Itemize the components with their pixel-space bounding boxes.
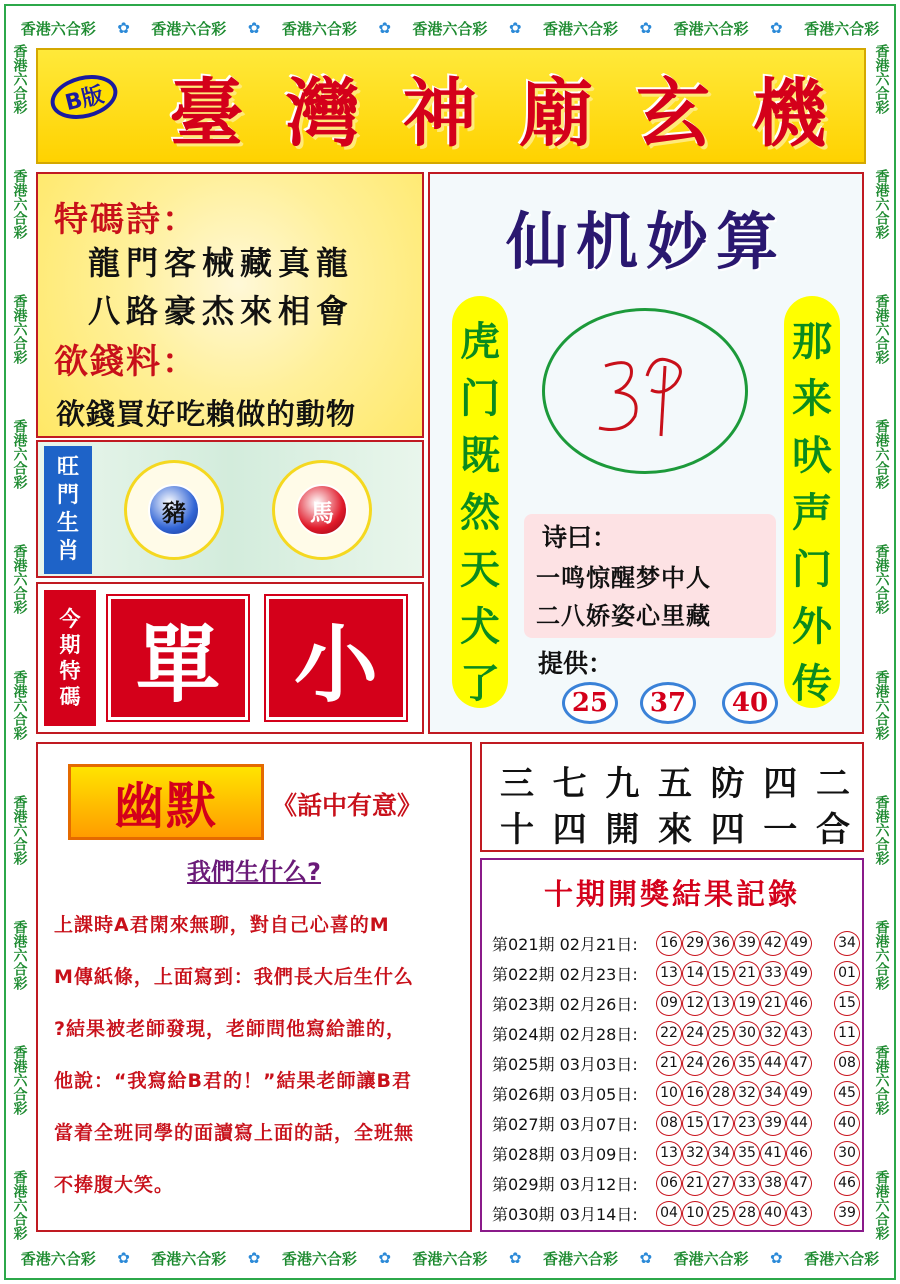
results-label: 第025期 03月03日: — [492, 1054, 638, 1074]
banner-text: 香港六合彩 — [11, 169, 28, 240]
special-ball: 15 — [834, 991, 860, 1016]
results-label: 第029期 03月12日: — [492, 1174, 638, 1194]
banner-text: 香港六合彩 — [873, 1044, 890, 1115]
poem-line: 龍門客械藏真龍 — [88, 244, 355, 282]
verse-char: 门 — [792, 546, 832, 593]
code-char: 十 — [500, 810, 534, 850]
results-row — [492, 960, 862, 986]
result-ball: 06 — [656, 1171, 682, 1196]
banner-top — [10, 14, 890, 42]
verse-char: 外 — [792, 603, 832, 650]
tag-char: 特 — [59, 658, 81, 683]
banner-text: 香港六合彩 — [11, 294, 28, 365]
humor-line: 當着全班同學的面讀寫上面的話，全班無 — [54, 1122, 415, 1144]
verse-char: 然 — [460, 489, 500, 536]
results-label: 第023期 02月26日: — [492, 994, 638, 1014]
banner-right — [868, 44, 894, 1240]
result-ball: 08 — [656, 1111, 682, 1136]
right-verse-pill — [784, 296, 840, 708]
flower-icon: ✿ — [117, 1249, 130, 1267]
banner-text: 香港六合彩 — [11, 1169, 28, 1240]
title-char: 機 — [752, 71, 827, 157]
result-ball: 39 — [760, 1111, 786, 1136]
code-char: 一 — [763, 810, 798, 850]
poem-panel — [36, 172, 424, 438]
special-code-panel — [36, 582, 424, 734]
results-label: 第028期 03月09日: — [492, 1144, 638, 1164]
results-panel — [480, 858, 864, 1232]
zodiac-tag — [44, 446, 92, 574]
results-row — [492, 1080, 862, 1106]
provide-label: 提供： — [538, 649, 614, 678]
poem-line: 八路豪杰來相會 — [88, 292, 355, 330]
result-ball: 33 — [734, 1171, 760, 1196]
code-char: 三 — [500, 764, 534, 804]
humor-title: 我們生什么? — [187, 858, 321, 886]
result-ball: 16 — [682, 1081, 708, 1106]
result-ball: 49 — [786, 1081, 812, 1106]
result-ball: 47 — [786, 1171, 812, 1196]
money-line: 欲錢買好吃賴做的動物 — [56, 397, 357, 431]
result-ball: 19 — [734, 991, 760, 1016]
results-row — [492, 1140, 862, 1166]
special-ball: 39 — [834, 1201, 860, 1226]
results-label: 第030期 03月14日: — [492, 1204, 638, 1224]
tag-char: 期 — [59, 632, 81, 657]
result-ball: 24 — [682, 1021, 708, 1046]
tag-char: 旺 — [56, 455, 79, 480]
humor-logo: 幽默 — [68, 764, 264, 840]
special-ball: 01 — [834, 961, 860, 986]
result-ball: 33 — [760, 961, 786, 986]
result-ball: 21 — [760, 991, 786, 1016]
results-label: 第021期 02月21日: — [492, 934, 638, 954]
banner-text: 香港六合彩 — [873, 294, 890, 365]
page-title — [148, 60, 848, 156]
pig-icon — [124, 460, 224, 560]
verse-line: 二八娇姿心里藏 — [536, 602, 711, 630]
banner-text: 香港六合彩 — [873, 1169, 890, 1240]
result-ball: 34 — [708, 1141, 734, 1166]
banner-text: 香港六合彩 — [11, 794, 28, 865]
humor-line: M傳紙條，上面寫到：我們長大后生什么 — [54, 966, 414, 988]
banner-text: 香港六合彩 — [151, 1249, 227, 1268]
verse-box — [524, 514, 776, 638]
banner-text: 香港六合彩 — [804, 1249, 880, 1268]
flower-icon: ✿ — [639, 19, 653, 37]
special-ball: 46 — [834, 1171, 860, 1196]
banner-text: 香港六合彩 — [281, 1249, 357, 1268]
result-ball: 38 — [760, 1171, 786, 1196]
results-label: 第022期 02月23日: — [492, 964, 638, 984]
code-line — [500, 802, 850, 851]
code-char: 開 — [605, 810, 640, 850]
tag-char: 碼 — [59, 684, 81, 709]
banner-left — [6, 44, 32, 1240]
title-char: 灣 — [285, 71, 360, 157]
number-badge: 37 — [640, 682, 696, 724]
flower-icon: ✿ — [378, 1249, 391, 1267]
result-ball: 44 — [760, 1051, 786, 1076]
special-tag — [44, 590, 96, 726]
banner-text: 香港六合彩 — [873, 919, 890, 990]
verse-char: 犬 — [460, 603, 500, 650]
code-line — [500, 756, 850, 805]
banner-text: 香港六合彩 — [542, 1249, 618, 1268]
result-ball: 24 — [682, 1051, 708, 1076]
result-ball: 43 — [786, 1021, 812, 1046]
result-ball: 32 — [682, 1141, 708, 1166]
results-label: 第027期 03月07日: — [492, 1114, 638, 1134]
results-title: 十期開獎結果記錄 — [543, 877, 800, 911]
result-ball: 25 — [708, 1201, 734, 1226]
result-ball: 21 — [682, 1171, 708, 1196]
result-ball: 13 — [656, 1141, 682, 1166]
result-ball: 36 — [708, 931, 734, 956]
title-char: 神 — [402, 71, 477, 157]
money-heading: 欲錢料： — [54, 342, 198, 382]
banner-text: 香港六合彩 — [11, 544, 28, 615]
result-ball: 10 — [682, 1201, 708, 1226]
zodiac-ball: 豬 — [148, 484, 200, 536]
mystery-circle — [542, 308, 748, 474]
edition-badge: B版 — [46, 68, 122, 125]
code-char: 二 — [815, 764, 850, 804]
result-ball: 32 — [734, 1081, 760, 1106]
banner-text: 香港六合彩 — [281, 19, 357, 38]
number-badge: 40 — [722, 682, 778, 724]
result-ball: 35 — [734, 1051, 760, 1076]
result-ball: 28 — [708, 1081, 734, 1106]
special-ball: 45 — [834, 1081, 860, 1106]
result-ball: 22 — [656, 1021, 682, 1046]
result-ball: 16 — [656, 931, 682, 956]
code-char: 四 — [552, 810, 587, 850]
code-char: 五 — [657, 764, 692, 804]
banner-text: 香港六合彩 — [20, 1249, 96, 1268]
verse-char: 既 — [460, 432, 500, 479]
banner-text: 香港六合彩 — [873, 44, 890, 114]
banner-text: 香港六合彩 — [11, 669, 28, 740]
banner-text: 香港六合彩 — [11, 419, 28, 490]
code-panel — [480, 742, 864, 852]
result-ball: 15 — [708, 961, 734, 986]
flower-icon: ✿ — [639, 1249, 653, 1267]
results-label: 第026期 03月05日: — [492, 1084, 638, 1104]
result-ball: 17 — [708, 1111, 734, 1136]
small-tile: 小 — [266, 596, 406, 720]
code-char: 四 — [763, 764, 798, 804]
humor-line: 上課時A君閑來無聊，對自己心喜的M — [54, 914, 390, 936]
result-ball: 09 — [656, 991, 682, 1016]
left-verse-pill — [452, 296, 508, 708]
special-ball: 34 — [834, 931, 860, 956]
result-ball: 42 — [760, 931, 786, 956]
code-char: 四 — [710, 810, 745, 850]
humor-subtitle: 《話中有意》 — [272, 791, 423, 820]
result-ball: 21 — [656, 1051, 682, 1076]
flower-icon: ✿ — [508, 1249, 522, 1267]
code-char: 合 — [815, 810, 850, 850]
code-char: 九 — [605, 764, 640, 804]
result-ball: 46 — [786, 991, 812, 1016]
special-ball: 11 — [834, 1021, 860, 1046]
humor-line: 不捧腹大笑。 — [54, 1174, 175, 1196]
results-row — [492, 930, 862, 956]
xianji-panel — [428, 172, 864, 734]
title-char: 臺 — [169, 71, 244, 157]
banner-bottom — [10, 1244, 890, 1272]
banner-text: 香港六合彩 — [151, 19, 227, 38]
zodiac-ball: 馬 — [296, 484, 348, 536]
result-ball: 49 — [786, 931, 812, 956]
result-ball: 13 — [656, 961, 682, 986]
special-ball: 40 — [834, 1111, 860, 1136]
flower-icon: ✿ — [117, 19, 130, 37]
humor-line: ?結果被老師發現，老師問他寫給誰的， — [54, 1018, 407, 1040]
result-ball: 15 — [682, 1111, 708, 1136]
banner-text: 香港六合彩 — [873, 169, 890, 240]
result-ball: 28 — [734, 1201, 760, 1226]
result-ball: 12 — [682, 991, 708, 1016]
title-char: 廟 — [519, 71, 594, 157]
verse-char: 传 — [792, 660, 832, 707]
banner-text: 香港六合彩 — [873, 544, 890, 615]
banner-text: 香港六合彩 — [20, 19, 96, 38]
banner-text: 香港六合彩 — [412, 19, 488, 38]
results-row — [492, 1200, 862, 1226]
result-ball: 23 — [734, 1111, 760, 1136]
result-ball: 21 — [734, 961, 760, 986]
special-ball: 08 — [834, 1051, 860, 1076]
banner-text: 香港六合彩 — [873, 794, 890, 865]
code-char: 防 — [710, 764, 745, 804]
verse-heading: 诗曰： — [542, 523, 618, 552]
odd-tile: 單 — [108, 596, 248, 720]
tag-char: 今 — [59, 606, 81, 631]
result-ball: 13 — [708, 991, 734, 1016]
banner-text: 香港六合彩 — [673, 1249, 749, 1268]
verse-line: 一鸣惊醒梦中人 — [536, 564, 711, 592]
result-ball: 29 — [682, 931, 708, 956]
result-ball: 49 — [786, 961, 812, 986]
flower-icon: ✿ — [770, 19, 783, 37]
result-ball: 41 — [760, 1141, 786, 1166]
verse-char: 那 — [792, 318, 832, 365]
title-char: 玄 — [635, 71, 710, 157]
result-ball: 44 — [786, 1111, 812, 1136]
result-ball: 10 — [656, 1081, 682, 1106]
flower-icon: ✿ — [247, 1249, 261, 1267]
results-row — [492, 990, 862, 1016]
banner-text: 香港六合彩 — [673, 19, 749, 38]
flower-icon: ✿ — [247, 19, 261, 37]
results-row — [492, 1020, 862, 1046]
verse-char: 来 — [792, 375, 832, 422]
banner-text: 香港六合彩 — [873, 669, 890, 740]
result-ball: 26 — [708, 1051, 734, 1076]
poem-heading: 特碼詩： — [54, 200, 198, 240]
results-row — [492, 1170, 862, 1196]
results-label: 第024期 02月28日: — [492, 1024, 638, 1044]
banner-text: 香港六合彩 — [804, 19, 880, 38]
flower-icon: ✿ — [508, 19, 522, 37]
scribble-icon — [575, 336, 715, 446]
result-ball: 25 — [708, 1021, 734, 1046]
code-char: 七 — [552, 764, 587, 804]
result-ball: 39 — [734, 931, 760, 956]
result-ball: 27 — [708, 1171, 734, 1196]
tag-char: 門 — [56, 483, 79, 508]
verse-char: 了 — [460, 660, 500, 707]
result-ball: 04 — [656, 1201, 682, 1226]
result-ball: 40 — [760, 1201, 786, 1226]
banner-text: 香港六合彩 — [412, 1249, 488, 1268]
verse-char: 门 — [460, 375, 500, 422]
verse-char: 天 — [460, 546, 500, 593]
flower-icon: ✿ — [378, 19, 391, 37]
results-row — [492, 1110, 862, 1136]
banner-text: 香港六合彩 — [11, 44, 28, 114]
verse-char: 声 — [792, 489, 832, 536]
tag-char: 肖 — [56, 539, 79, 564]
result-ball: 32 — [760, 1021, 786, 1046]
verse-char: 虎 — [460, 318, 500, 365]
verse-char: 吠 — [792, 432, 832, 479]
banner-text: 香港六合彩 — [542, 19, 618, 38]
results-row — [492, 1050, 862, 1076]
xianji-title: 仙机妙算 — [505, 205, 786, 278]
horse-icon — [272, 460, 372, 560]
special-ball: 30 — [834, 1141, 860, 1166]
header — [36, 48, 866, 164]
code-char: 來 — [657, 810, 692, 850]
result-ball: 14 — [682, 961, 708, 986]
result-ball: 43 — [786, 1201, 812, 1226]
result-ball: 30 — [734, 1021, 760, 1046]
result-ball: 35 — [734, 1141, 760, 1166]
humor-line: 他說：“我寫給B君的！”結果老師讓B君 — [54, 1070, 412, 1092]
number-badge: 25 — [562, 682, 618, 724]
zodiac-panel — [36, 440, 424, 578]
result-ball: 47 — [786, 1051, 812, 1076]
humor-panel — [36, 742, 472, 1232]
banner-text: 香港六合彩 — [11, 1044, 28, 1115]
result-ball: 46 — [786, 1141, 812, 1166]
flower-icon: ✿ — [770, 1249, 783, 1267]
banner-text: 香港六合彩 — [11, 919, 28, 990]
tag-char: 生 — [56, 511, 79, 536]
banner-text: 香港六合彩 — [873, 419, 890, 490]
result-ball: 34 — [760, 1081, 786, 1106]
